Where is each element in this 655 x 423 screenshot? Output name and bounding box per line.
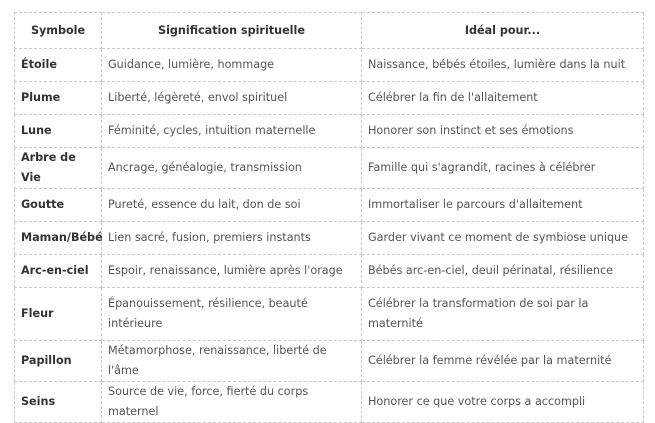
- header-meaning: Signification spirituelle: [102, 13, 362, 49]
- cell-symbol: Arc-en-ciel: [15, 255, 102, 288]
- table-container: [14, 12, 644, 423]
- cell-ideal: Honorer ce que votre corps a accompli: [362, 382, 644, 423]
- cell-meaning: Guidance, lumière, hommage: [102, 49, 362, 82]
- cell-symbol: Papillon: [15, 341, 102, 382]
- cell-symbol: Seins: [15, 382, 102, 423]
- table-row: [15, 82, 644, 115]
- cell-meaning: Lien sacré, fusion, premiers instants: [102, 222, 362, 255]
- cell-ideal: Célébrer la femme révélée par la maternité: [362, 341, 644, 382]
- cell-symbol: Maman/Bébé: [15, 222, 102, 255]
- cell-ideal: Garder vivant ce moment de symbiose unique: [362, 222, 644, 255]
- cell-meaning: Espoir, renaissance, lumière après l'orage: [102, 255, 362, 288]
- cell-meaning: Liberté, légèreté, envol spirituel: [102, 82, 362, 115]
- cell-ideal: Famille qui s'agrandit, racines à célébrer: [362, 148, 644, 189]
- table-row: [15, 288, 644, 341]
- cell-ideal: Immortaliser le parcours d'allaitement: [362, 189, 644, 222]
- header-ideal: Idéal pour...: [362, 13, 644, 49]
- cell-ideal: Honorer son instinct et ses émotions: [362, 115, 644, 148]
- cell-ideal: Célébrer la transformation de soi par la maternité: [362, 288, 644, 341]
- cell-symbol: Plume: [15, 82, 102, 115]
- cell-ideal: Célébrer la fin de l'allaitement: [362, 82, 644, 115]
- table-row: [15, 222, 644, 255]
- cell-meaning: Ancrage, généalogie, transmission: [102, 148, 362, 189]
- header-symbol: Symbole: [15, 13, 102, 49]
- cell-symbol: Lune: [15, 115, 102, 148]
- cell-ideal: Naissance, bébés étoiles, lumière dans la nuit: [362, 49, 644, 82]
- table-row: [15, 148, 644, 189]
- table-row: [15, 189, 644, 222]
- table-row: [15, 341, 644, 382]
- table-row: [15, 255, 644, 288]
- symbols-table: [14, 12, 644, 423]
- table-row: [15, 49, 644, 82]
- table-header-row: [15, 13, 644, 49]
- cell-symbol: Goutte: [15, 189, 102, 222]
- cell-symbol: Étoile: [15, 49, 102, 82]
- cell-meaning: Source de vie, force, fierté du corps maternel: [102, 382, 362, 423]
- cell-symbol: Fleur: [15, 288, 102, 341]
- table-row: [15, 115, 644, 148]
- cell-ideal: Bébés arc-en-ciel, deuil périnatal, résilience: [362, 255, 644, 288]
- cell-meaning: Féminité, cycles, intuition maternelle: [102, 115, 362, 148]
- table-row: [15, 382, 644, 423]
- cell-meaning: Métamorphose, renaissance, liberté de l'âme: [102, 341, 362, 382]
- cell-meaning: Épanouissement, résilience, beauté intérieure: [102, 288, 362, 341]
- cell-meaning: Pureté, essence du lait, don de soi: [102, 189, 362, 222]
- cell-symbol: Arbre de Vie: [15, 148, 102, 189]
